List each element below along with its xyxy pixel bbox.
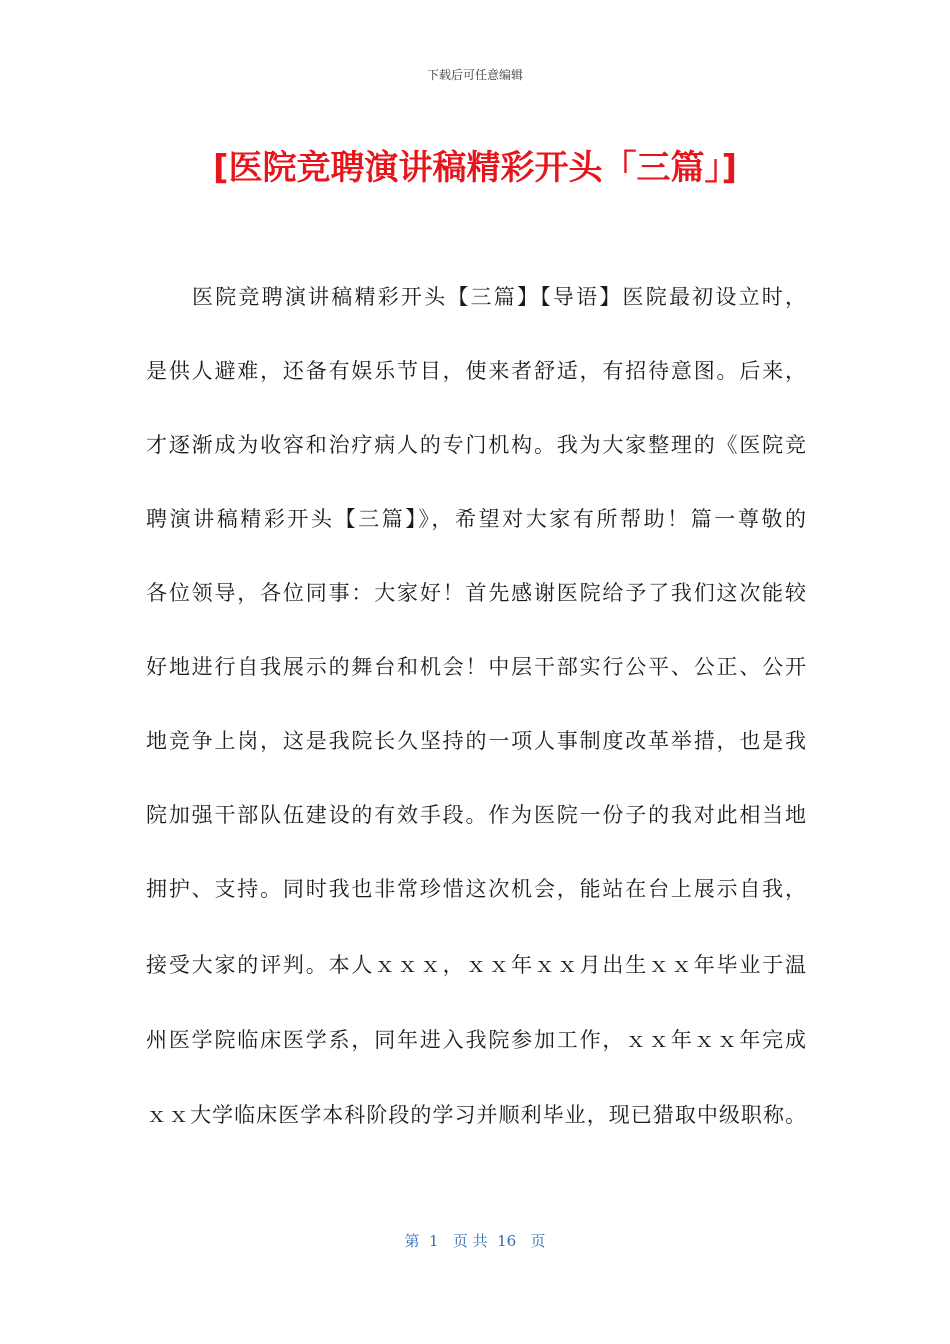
body-line: 地竞争上岗，这是我院长久坚持的一项人事制度改革举措，也是我 [146, 729, 806, 753]
body-line: 才逐渐成为收容和治疗病人的专门机构。我为大家整理的《医院竞 [146, 433, 806, 457]
body-line: ｘｘ大学临床医学本科阶段的学习并顺利毕业，现已猎取中级职称。 [146, 1103, 806, 1127]
body-line: 好地进行自我展示的舞台和机会！中层干部实行公平、公正、公开 [146, 655, 806, 679]
body-line: 医院竞聘演讲稿精彩开头【三篇】【导语】医院最初设立时， [192, 285, 806, 309]
document-title: [医院竞聘演讲稿精彩开头「三篇」] [212, 148, 738, 188]
body-line: 是供人避难，还备有娱乐节目，使来者舒适，有招待意图。后来， [146, 359, 806, 383]
body-line: 各位领导，各位同事：大家好！首先感谢医院给予了我们这次能较 [146, 581, 806, 605]
page-number: 第 1 页 共 16 页 [404, 1232, 546, 1250]
body-line: 院加强干部队伍建设的有效手段。作为医院一份子的我对此相当地 [146, 803, 806, 827]
body-line: 聘演讲稿精彩开头【三篇】》，希望对大家有所帮助！篇一尊敬的 [146, 507, 806, 531]
body-line: 州医学院临床医学系，同年进入我院参加工作，ｘｘ年ｘｘ年完成 [146, 1028, 806, 1052]
download-note: 下载后可任意编辑 [426, 68, 523, 82]
body-line: 接受大家的评判。本人ｘｘｘ，ｘｘ年ｘｘ月出生ｘｘ年毕业于温 [146, 953, 806, 977]
body-line: 拥护、支持。同时我也非常珍惜这次机会，能站在台上展示自我， [146, 877, 806, 901]
